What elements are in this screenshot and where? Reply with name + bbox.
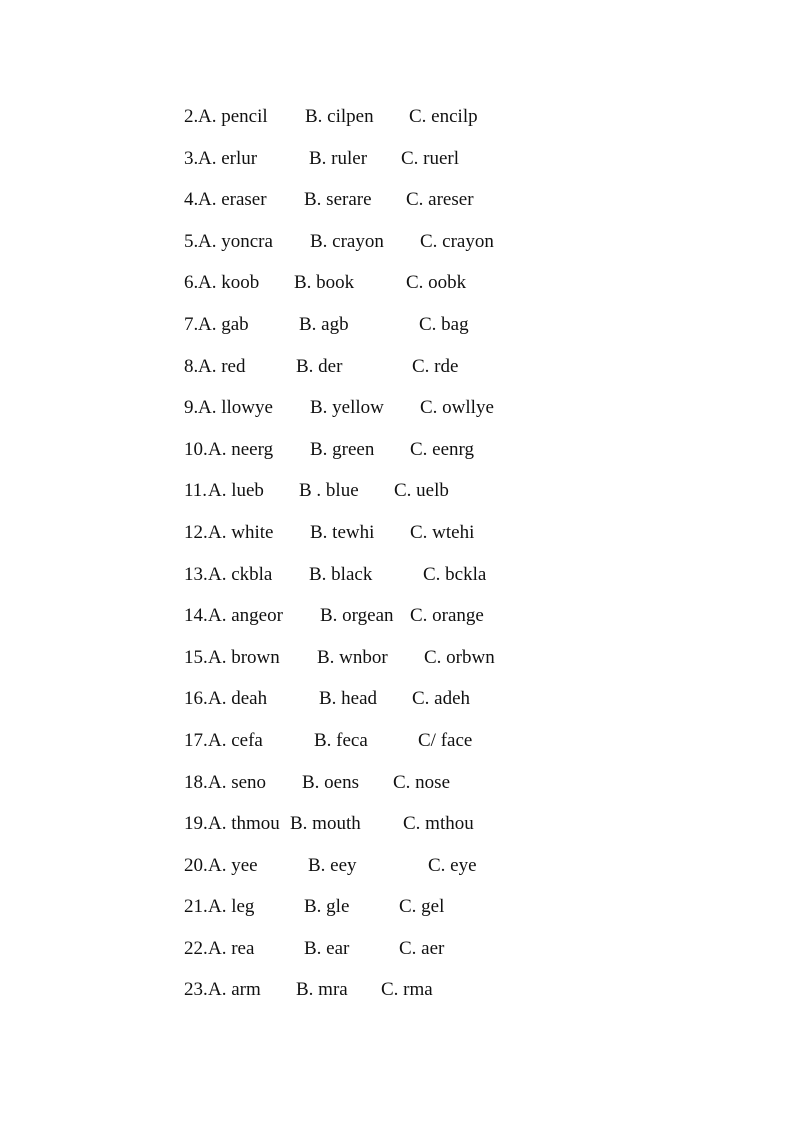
option-a: A. arm xyxy=(208,979,261,1001)
option-b: B. tewhi xyxy=(310,521,375,543)
option-b: B. mouth xyxy=(290,813,361,835)
question-number: 6. xyxy=(184,272,199,294)
option-b: B. der xyxy=(296,355,343,377)
question-number: 22. xyxy=(184,937,208,959)
option-b: B. black xyxy=(309,563,373,585)
question-row xyxy=(184,602,644,644)
option-c: C. areser xyxy=(406,189,474,211)
question-number: 3. xyxy=(184,147,199,169)
option-b: B. gle xyxy=(304,896,350,918)
option-b: B. book xyxy=(294,272,355,294)
question-row xyxy=(184,436,644,478)
option-b: B. cilpen xyxy=(305,106,374,127)
question-number: 20. xyxy=(184,854,208,876)
option-a: A. angeor xyxy=(208,605,283,627)
question-row xyxy=(184,311,644,353)
option-c: C. bag xyxy=(419,313,469,335)
option-b: B. agb xyxy=(299,313,349,335)
option-b: B. yellow xyxy=(310,397,384,419)
option-a: A. ckbla xyxy=(208,563,273,585)
question-row xyxy=(184,935,644,977)
question-row xyxy=(184,976,644,1018)
option-a: A. brown xyxy=(208,646,280,668)
question-row xyxy=(184,228,644,270)
question-row xyxy=(184,394,644,436)
question-row xyxy=(184,561,644,603)
option-a: A. lueb xyxy=(208,480,264,502)
question-number: 12. xyxy=(184,521,208,543)
question-row xyxy=(184,519,644,561)
question-number: 17. xyxy=(184,729,208,751)
option-a: A. white xyxy=(208,521,274,543)
question-row xyxy=(184,810,644,852)
question-number: 16. xyxy=(184,688,208,710)
option-c: C. encilp xyxy=(409,106,478,127)
question-number: 2. xyxy=(184,106,199,127)
option-a: A. deah xyxy=(208,688,268,710)
question-number: 7. xyxy=(184,313,199,335)
option-b: B. green xyxy=(310,438,375,460)
option-b: B. eey xyxy=(308,854,357,876)
option-a: A. cefa xyxy=(208,729,263,751)
question-list xyxy=(184,103,644,1018)
option-a: A. rea xyxy=(208,937,255,959)
question-number: 14. xyxy=(184,605,208,627)
option-c: C. owllye xyxy=(420,397,494,419)
question-row xyxy=(184,852,644,894)
question-row xyxy=(184,893,644,935)
option-a: A. yoncra xyxy=(198,230,273,252)
question-row xyxy=(184,103,644,145)
question-number: 5. xyxy=(184,230,199,252)
question-row xyxy=(184,727,644,769)
question-number: 11. xyxy=(184,480,208,502)
question-number: 10. xyxy=(184,438,208,460)
option-c: C. adeh xyxy=(412,688,471,710)
option-c: C. orange xyxy=(410,605,484,627)
option-a: A. erlur xyxy=(198,147,258,169)
option-b: B. head xyxy=(319,688,378,710)
option-a: A. eraser xyxy=(198,189,267,211)
question-number: 4. xyxy=(184,189,199,211)
option-c: C. eenrg xyxy=(410,438,475,460)
option-a: A. red xyxy=(198,355,246,377)
question-number: 15. xyxy=(184,646,208,668)
question-number: 13. xyxy=(184,563,208,585)
question-number: 19. xyxy=(184,813,208,835)
option-a: A. neerg xyxy=(208,438,274,460)
option-a: A. pencil xyxy=(198,106,268,127)
option-a: A. leg xyxy=(208,896,255,918)
question-number: 9. xyxy=(184,397,199,419)
question-row xyxy=(184,186,644,228)
option-b: B. ruler xyxy=(309,147,368,169)
option-c: C. gel xyxy=(399,896,445,918)
question-number: 18. xyxy=(184,771,208,793)
option-c: C. crayon xyxy=(420,230,494,252)
option-a: A. koob xyxy=(198,272,260,294)
option-b: B. orgean xyxy=(320,605,394,627)
option-b: B. ear xyxy=(304,937,350,959)
option-a: A. yee xyxy=(208,854,258,876)
question-row xyxy=(184,269,644,311)
option-b: B. serare xyxy=(304,189,372,211)
option-b: B. oens xyxy=(302,771,359,793)
option-b: B. crayon xyxy=(310,230,384,252)
option-c: C. wtehi xyxy=(410,521,475,543)
question-row xyxy=(184,769,644,811)
option-a: A. thmou xyxy=(208,813,280,835)
question-row xyxy=(184,145,644,187)
question-row xyxy=(184,685,644,727)
option-c: C. orbwn xyxy=(424,646,495,668)
option-b: B. wnbor xyxy=(317,646,388,668)
option-c: C. mthou xyxy=(403,813,474,835)
option-c: C. rde xyxy=(412,355,459,377)
question-row xyxy=(184,477,644,519)
option-a: A. llowye xyxy=(198,397,273,419)
question-row xyxy=(184,353,644,395)
question-number: 23. xyxy=(184,979,208,1001)
question-row xyxy=(184,644,644,686)
option-c: C/ face xyxy=(418,729,473,751)
option-c: C. eye xyxy=(428,854,477,876)
option-a: A. gab xyxy=(198,313,249,335)
option-c: C. ruerl xyxy=(401,147,460,169)
option-c: C. bckla xyxy=(423,563,487,585)
option-c: C. nose xyxy=(393,771,450,793)
question-number: 21. xyxy=(184,896,208,918)
option-c: C. rma xyxy=(381,979,433,1001)
option-c: C. uelb xyxy=(394,480,449,502)
option-c: C. aer xyxy=(399,937,445,959)
question-number: 8. xyxy=(184,355,199,377)
option-a: A. seno xyxy=(208,771,267,793)
option-b: B. feca xyxy=(314,729,368,751)
option-b: B. mra xyxy=(296,979,348,1001)
option-b: B . blue xyxy=(299,480,359,502)
option-c: C. oobk xyxy=(406,272,467,294)
